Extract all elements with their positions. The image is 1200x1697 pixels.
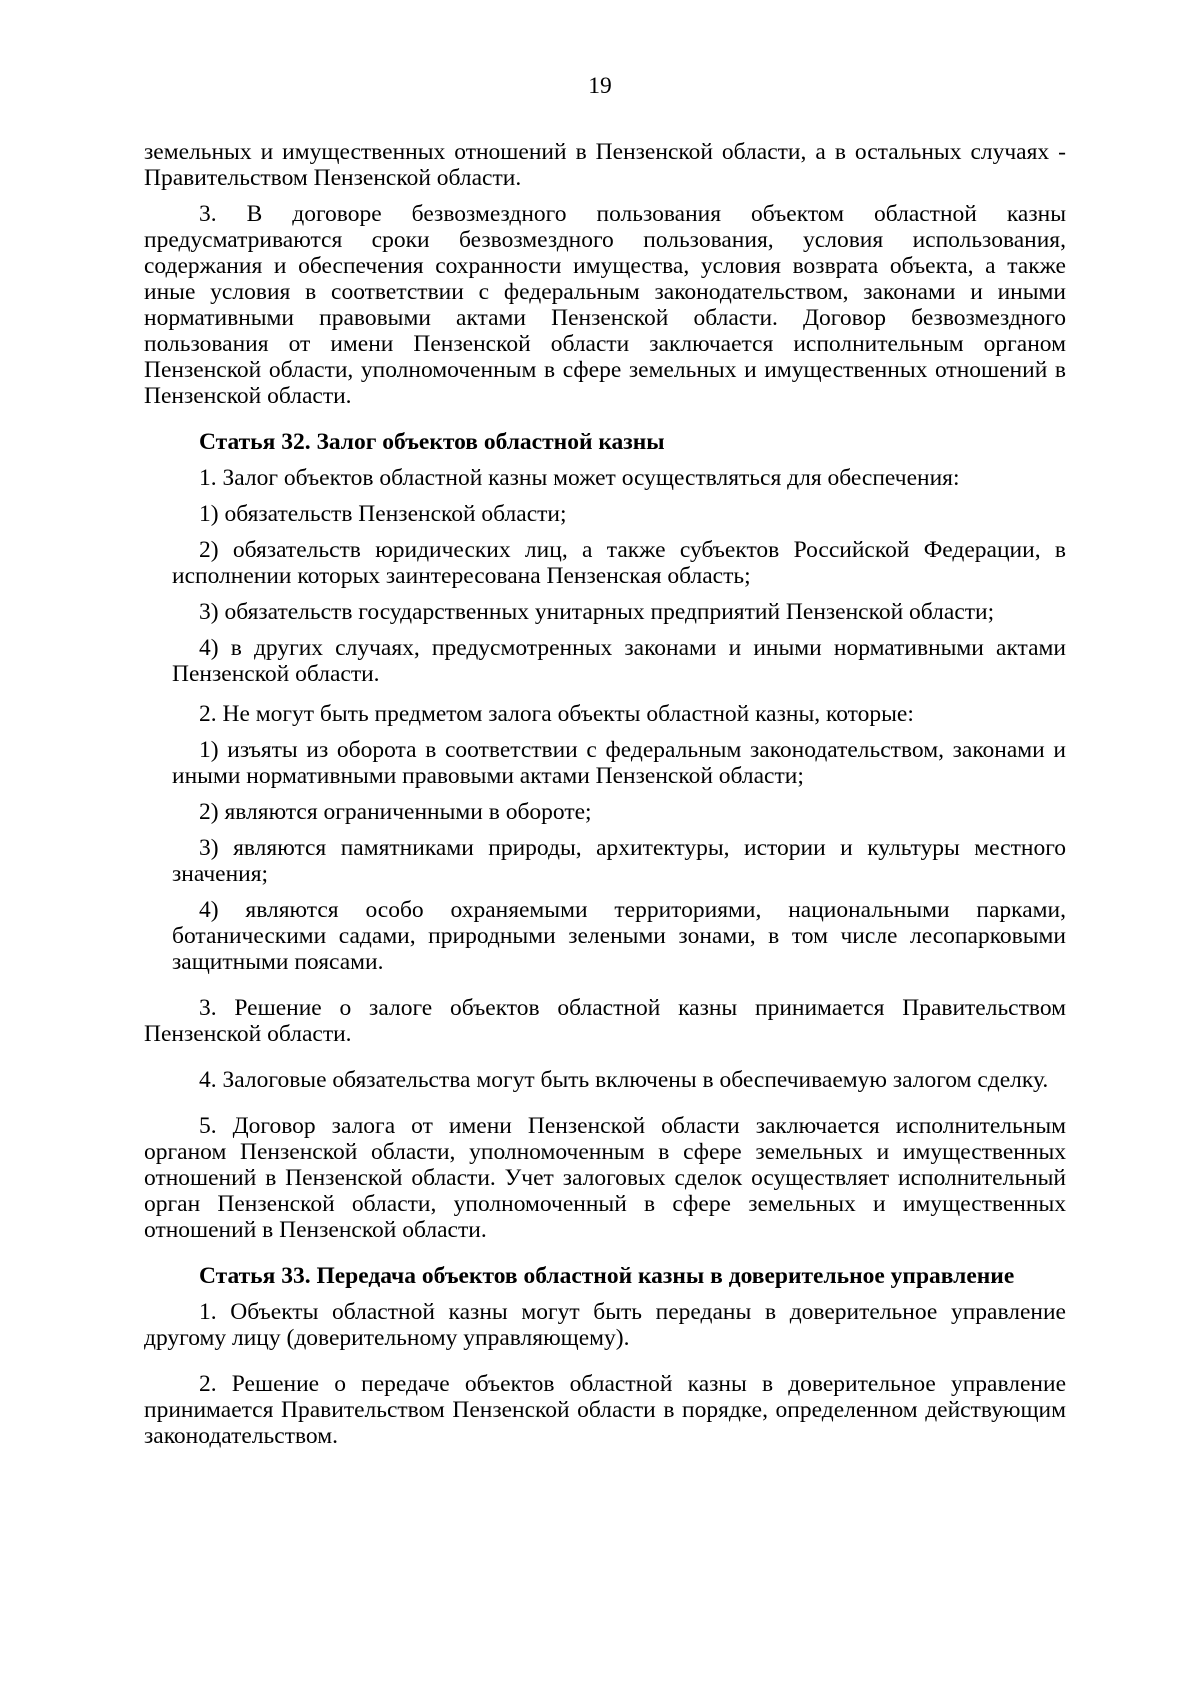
page-number: 19 [588, 73, 612, 99]
article32-p2-item-2: 2) являются ограниченными в обороте; [199, 799, 592, 825]
article32-p2-item-4: 4) являются особо охраняемыми территориями, национальными парками, ботаническими садами, природными зелеными зонами, в том числе лесопарковыми защитными поясами. [172, 897, 1066, 975]
article32-paragraph-1: 1. Залог объектов областной казны может осуществляться для обеспечения: [199, 465, 960, 491]
article31-paragraph-3: 3. В договоре безвозмездного пользования объектом областной казны предусматриваются сроки безвозмездного пользования, условия использования, содержания и обеспечения сохранности имущества, условия возврата объекта, а также иные условия в соответствии с федеральным законодательством, законами и иными нормативными правовыми актами Пензенской области. Договор безвозмездного пользования от имени Пензенской области заключается исполнительным органом Пензенской области, уполномоченным в сфере земельных и имущественных отношений в Пензенской области. [144, 201, 1066, 409]
article32-paragraph-4: 4. Залоговые обязательства могут быть включены в обеспечиваемую залогом сделку. [199, 1067, 1049, 1093]
article32-heading: Статья 32. Залог объектов областной казны [199, 429, 665, 455]
article33-heading: Статья 33. Передача объектов областной казны в доверительное управление [199, 1263, 1015, 1289]
article32-p1-item-1: 1) обязательств Пензенской области; [199, 501, 567, 527]
continuation-paragraph: земельных и имущественных отношений в Пензенской области, а в остальных случаях - Правительством Пензенской области. [144, 139, 1066, 191]
article33-paragraph-2: 2. Решение о передаче объектов областной казны в доверительное управление принимается Правительством Пензенской области в порядке, определенном действующим законодательством. [144, 1371, 1066, 1449]
article32-p1-item-4: 4) в других случаях, предусмотренных законами и иными нормативными актами Пензенской области. [172, 635, 1066, 687]
article32-p1-item-2: 2) обязательств юридических лиц, а также субъектов Российской Федерации, в исполнении которых заинтересована Пензенская область; [172, 537, 1066, 589]
document-body [144, 139, 1066, 1449]
article33-paragraph-1: 1. Объекты областной казны могут быть переданы в доверительное управление другому лицу (доверительному управляющему). [144, 1299, 1066, 1351]
article32-paragraph-5: 5. Договор залога от имени Пензенской области заключается исполнительным органом Пензенской области, уполномоченным в сфере земельных и имущественных отношений в Пензенской области. Учет залоговых сделок осуществляет исполнительный орган Пензенской области, уполномоченный в сфере земельных и имущественных отношений в Пензенской области. [144, 1113, 1066, 1243]
article32-p2-item-1: 1) изъяты из оборота в соответствии с федеральным законодательством, законами и иными нормативными правовыми актами Пензенской области; [172, 737, 1066, 789]
article32-paragraph-3: 3. Решение о залоге объектов областной казны принимается Правительством Пензенской области. [144, 995, 1066, 1047]
article32-p2-item-3: 3) являются памятниками природы, архитектуры, истории и культуры местного значения; [172, 835, 1066, 887]
article32-p1-item-3: 3) обязательств государственных унитарных предприятий Пензенской области; [199, 599, 995, 625]
article32-paragraph-2: 2. Не могут быть предметом залога объекты областной казны, которые: [199, 701, 914, 727]
